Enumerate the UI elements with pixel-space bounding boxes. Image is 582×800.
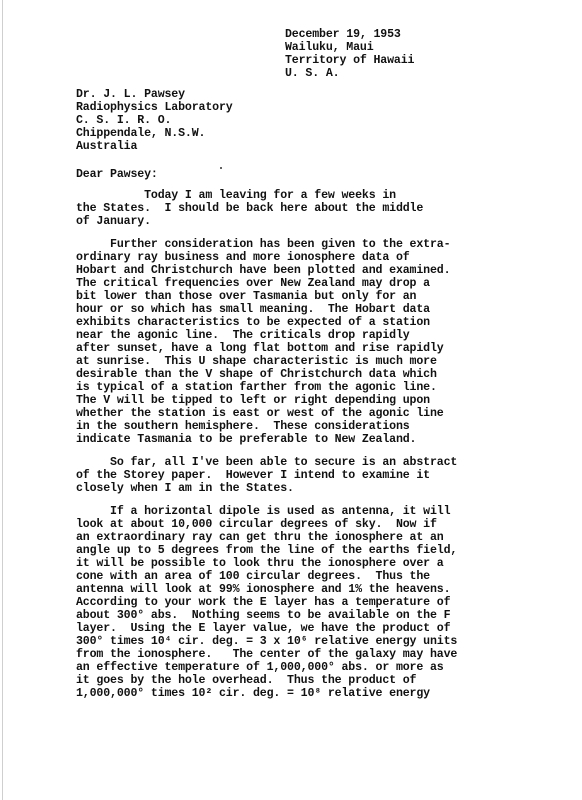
dateline-territory: Territory of Hawaii <box>285 54 415 67</box>
recipient-org: Radiophysics Laboratory <box>76 101 233 114</box>
paragraph-2-line: whether the station is east or west of the agonic line <box>76 407 444 420</box>
paragraph-4-line: antenna will look at 99% ionosphere and 1% the heavens. <box>76 583 451 596</box>
paragraph-4-line: from the ionosphere. The center of the galaxy may have <box>76 648 458 661</box>
dateline-country: U. S. A. <box>285 67 340 80</box>
paragraph-3-line: of the Storey paper. However I intend to examine it <box>76 469 430 482</box>
paragraph-4-line: look at about 10,000 circular degrees of sky. Now if <box>76 518 437 531</box>
paragraph-2-line: hour or so which has small meaning. The Hobart data <box>76 303 430 316</box>
paragraph-4-line: 1,000,000° times 10² cir. deg. = 10⁸ relative energy <box>76 687 430 700</box>
paragraph-4-line: layer. Using the E layer value, we have the product of <box>76 622 451 635</box>
paragraph-4-line: an effective temperature of 1,000,000° abs. or more as <box>76 661 444 674</box>
paragraph-4-line: an extraordinary ray can get thru the ionosphere at an <box>76 531 444 544</box>
paragraph-3-line: So far, all I've been able to secure is an abstract <box>76 456 458 469</box>
paragraph-4-line: If a horizontal dipole is used as antenna, it will <box>76 505 451 518</box>
paragraph-2-line: exhibits characteristics to be expected of a station <box>76 316 430 329</box>
paragraph-4-line: cone with an area of 100 circular degrees. Thus the <box>76 570 430 583</box>
paragraph-2-line: indicate Tasmania to be preferable to New Zealand. <box>76 433 417 446</box>
paragraph-2-line: The critical frequencies over New Zealand may drop a <box>76 277 430 290</box>
paragraph-4-line: it will be possible to look thru the ionosphere over a <box>76 557 444 570</box>
recipient-name: Dr. J. L. Pawsey <box>76 88 185 101</box>
paragraph-2-line: Further consideration has been given to the extra- <box>76 238 451 251</box>
paragraph-2-line: near the agonic line. The criticals drop rapidly <box>76 329 410 342</box>
paragraph-4-line: about 300° abs. Nothing seems to be available on the F <box>76 609 451 622</box>
recipient-institution: C. S. I. R. O. <box>76 114 172 127</box>
recipient-country: Australia <box>76 140 138 153</box>
salutation: Dear Pawsey: <box>76 168 158 181</box>
paragraph-2-line: bit lower than those over Tasmania but only for an <box>76 290 417 303</box>
paragraph-4-line: According to your work the E layer has a temperature of <box>76 596 451 609</box>
paragraph-3-line: closely when I am in the States. <box>76 482 294 495</box>
dateline-city: Wailuku, Maui <box>285 41 374 54</box>
paragraph-4-line: 300° times 10⁴ cir. deg. = 3 x 10⁶ relative energy units <box>76 635 458 648</box>
paragraph-2-line: desirable than the V shape of Christchurch data which <box>76 368 437 381</box>
paragraph-2-line: The V will be tipped to left or right depending upon <box>76 394 430 407</box>
paragraph-1-line: the States. I should be back here about the middle <box>76 202 424 215</box>
paragraph-2-line: at sunrise. This U shape characteristic is much more <box>76 355 437 368</box>
scan-speck <box>220 167 222 169</box>
recipient-city: Chippendale, N.S.W. <box>76 127 206 140</box>
paragraph-2-line: ordinary ray business and more ionosphere data of <box>76 251 410 264</box>
scan-edge-line <box>2 0 3 800</box>
paragraph-2-line: after sunset, have a long flat bottom and rise rapidly <box>76 342 444 355</box>
paragraph-4-line: angle up to 5 degrees from the line of the earths field, <box>76 544 458 557</box>
paragraph-2-line: in the southern hemisphere. These considerations <box>76 420 410 433</box>
paragraph-2-line: Hobart and Christchurch have been plotted and examined. <box>76 264 451 277</box>
paragraph-1-line: Today I am leaving for a few weeks in <box>76 189 396 202</box>
paragraph-4-line: it goes by the hole overhead. Thus the product of <box>76 674 417 687</box>
paragraph-2-line: is typical of a station farther from the agonic line. <box>76 381 437 394</box>
paragraph-1-line: of January. <box>76 215 151 228</box>
dateline-date: December 19, 1953 <box>285 28 401 41</box>
